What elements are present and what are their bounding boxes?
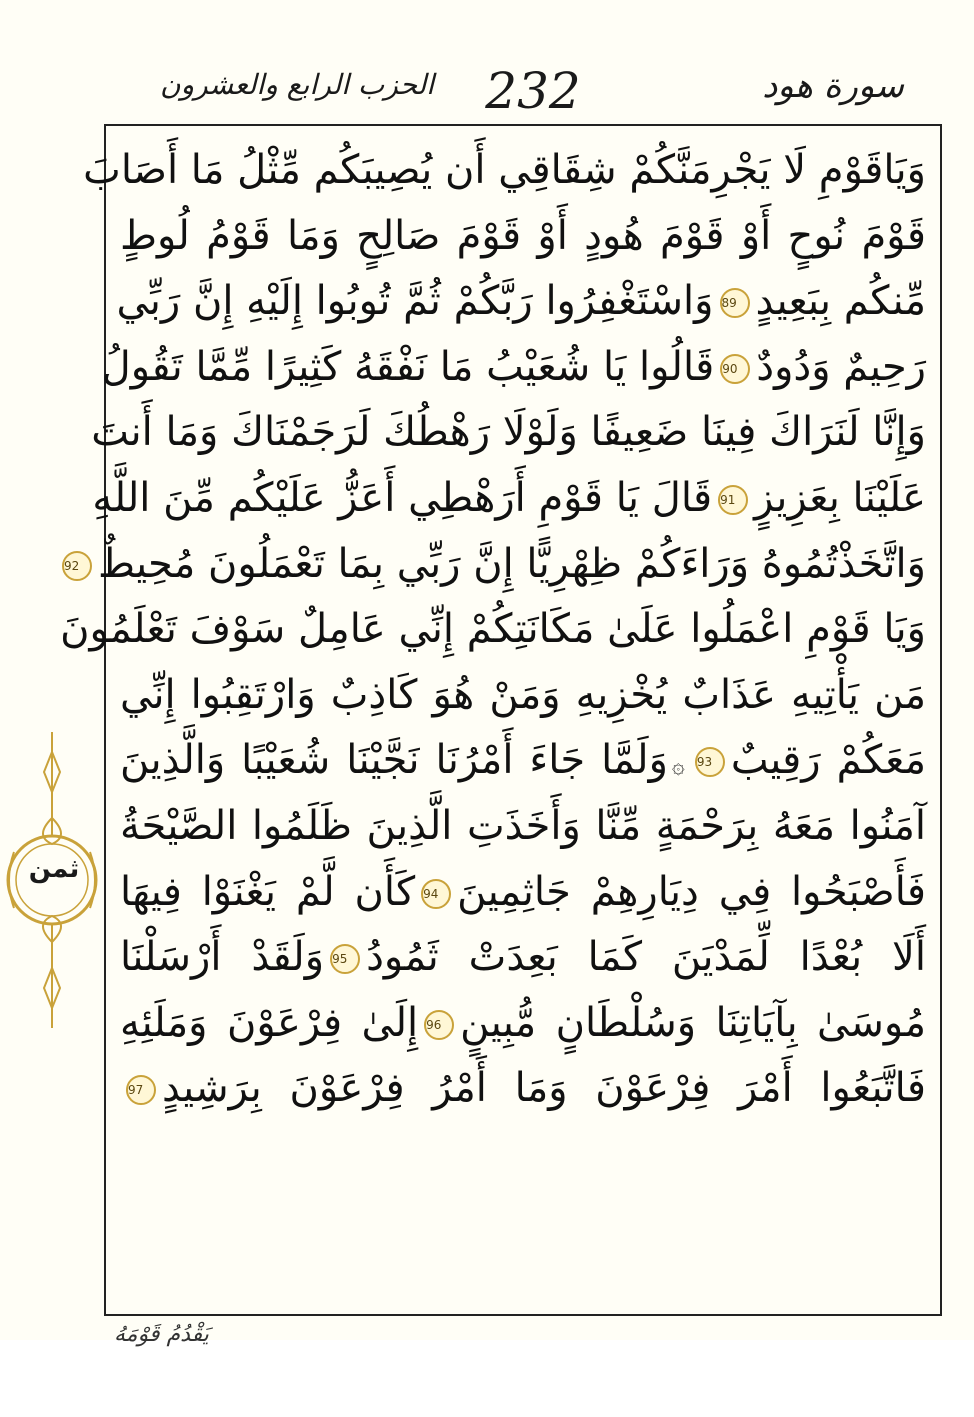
- thumn-marker: ثمن: [28, 854, 80, 884]
- verse-text: آمَنُوا مَعَهُ بِرَحْمَةٍ مِّنَّا وَأَخَذَتِ الَّذِينَ ظَلَمُوا الصَّيْحَةُ: [120, 802, 926, 849]
- verse-text: عَلَيْنَا بِعَزِيزٍ: [754, 474, 926, 521]
- verse-text: فَاتَّبَعُوا أَمْرَ فِرْعَوْنَ وَمَا أَمْرُ فِرْعَوْنَ بِرَشِيدٍ: [162, 1065, 926, 1112]
- verse-text-continued: إِلَىٰ فِرْعَوْنَ وَمَلَئِهِ: [120, 999, 419, 1046]
- verse-line: [108, 794, 938, 860]
- ayah-number-marker: 90: [720, 354, 750, 384]
- verse-line: [101, 335, 938, 401]
- ayah-number-marker: 94: [421, 879, 451, 909]
- verse-line: [108, 860, 938, 926]
- verse-line: [108, 204, 938, 270]
- verse-text: وَيَا قَوْمِ اعْمَلُوا عَلَىٰ مَكَانَتِكُمْ إِنِّي عَامِلٌ سَوْفَ تَعْلَمُونَ: [60, 606, 926, 653]
- verse-text: قَوْمَ نُوحٍ أَوْ قَوْمَ هُودٍ أَوْ قَوْمَ صَالِحٍ وَمَا قَوْمُ لُوطٍ: [120, 212, 926, 259]
- verse-line: [92, 466, 938, 532]
- verse-text: مَن يَأْتِيهِ عَذَابٌ يُخْزِيهِ وَمَنْ هُوَ كَاذِبٌ وَارْتَقِبُوا إِنِّي: [120, 671, 926, 718]
- verse-line: [108, 728, 938, 794]
- verse-text: رَحِيمٌ وَدُودٌ: [756, 343, 926, 390]
- verse-text-continued: قَالُوا يَا شُعَيْبُ مَا نَفْقَهُ كَثِيرًا مِّمَّا تَقُولُ: [101, 343, 715, 390]
- verse-text: وَإِنَّا لَنَرَاكَ فِينَا ضَعِيفًا وَلَوْلَا رَهْطُكَ لَرَجَمْنَاكَ وَمَا أَنتَ: [91, 409, 926, 456]
- catchword: يَقْدُمُ قَوْمَهُ: [114, 1322, 209, 1347]
- verse-line: [108, 925, 938, 991]
- verse-text-continued: كَأَن لَّمْ يَغْنَوْا فِيهَا: [120, 868, 416, 915]
- verse-line: [60, 597, 938, 663]
- verse-text-continued: قَالَ يَا قَوْمِ أَرَهْطِي أَعَزُّ عَلَيْكُم مِّنَ اللَّهِ: [92, 474, 713, 521]
- verse-text: مُوسَىٰ بِآيَاتِنَا وَسُلْطَانٍ مُّبِينٍ: [460, 999, 926, 1046]
- ayah-number-marker: 96: [424, 1010, 454, 1040]
- ayah-number-marker: 93: [695, 747, 725, 777]
- verse-line: [64, 532, 938, 598]
- verse-text-continued: وَاسْتَغْفِرُوا رَبَّكُمْ ثُمَّ تُوبُوا إِلَيْهِ إِنَّ رَبِّي: [116, 278, 714, 325]
- ayah-number-marker: 92: [62, 551, 92, 581]
- hizb-title: الحزب الرابع والعشرون: [160, 68, 435, 101]
- verse-text: مِّنكُم بِبَعِيدٍ: [755, 278, 926, 325]
- quran-text: [60, 138, 938, 1122]
- verse-line: [108, 663, 938, 729]
- page-number: 232: [485, 62, 581, 120]
- ayah-number-marker: 91: [718, 485, 748, 515]
- ayah-number-marker: 89: [720, 288, 750, 318]
- verse-text: وَيَاقَوْمِ لَا يَجْرِمَنَّكُمْ شِقَاقِي أَن يُصِيبَكُم مِّثْلُ مَا أَصَابَ: [83, 147, 926, 193]
- ayah-number-marker: 97: [126, 1075, 156, 1105]
- rub-el-hizb-icon: ۞: [671, 754, 685, 780]
- verse-line: [91, 400, 938, 466]
- ayah-number-marker: 95: [330, 944, 360, 974]
- verse-line: [108, 991, 938, 1057]
- verse-text: مَعَكُمْ رَقِيبٌ: [730, 737, 926, 784]
- verse-text-continued: وَلَمَّا جَاءَ أَمْرُنَا نَجَّيْنَا شُعَيْبًا وَالَّذِينَ: [120, 737, 668, 784]
- verse-text-continued: وَلَقَدْ أَرْسَلْنَا: [120, 934, 325, 981]
- verse-line: [108, 269, 938, 335]
- verse-text: فَأَصْبَحُوا فِي دِيَارِهِمْ جَاثِمِينَ: [457, 868, 926, 915]
- surah-title: سورة هود: [762, 66, 904, 106]
- verse-line: [108, 1056, 938, 1122]
- verse-text: أَلَا بُعْدًا لِّمَدْيَنَ كَمَا بَعِدَتْ ثَمُودُ: [366, 934, 926, 981]
- page-bottom-margin: [0, 1340, 974, 1417]
- verse-text: وَاتَّخَذْتُمُوهُ وَرَاءَكُمْ ظِهْرِيًّا إِنَّ رَبِّي بِمَا تَعْمَلُونَ مُحِيطٌ: [98, 540, 926, 587]
- verse-line: [83, 138, 938, 204]
- page-header: [100, 62, 944, 124]
